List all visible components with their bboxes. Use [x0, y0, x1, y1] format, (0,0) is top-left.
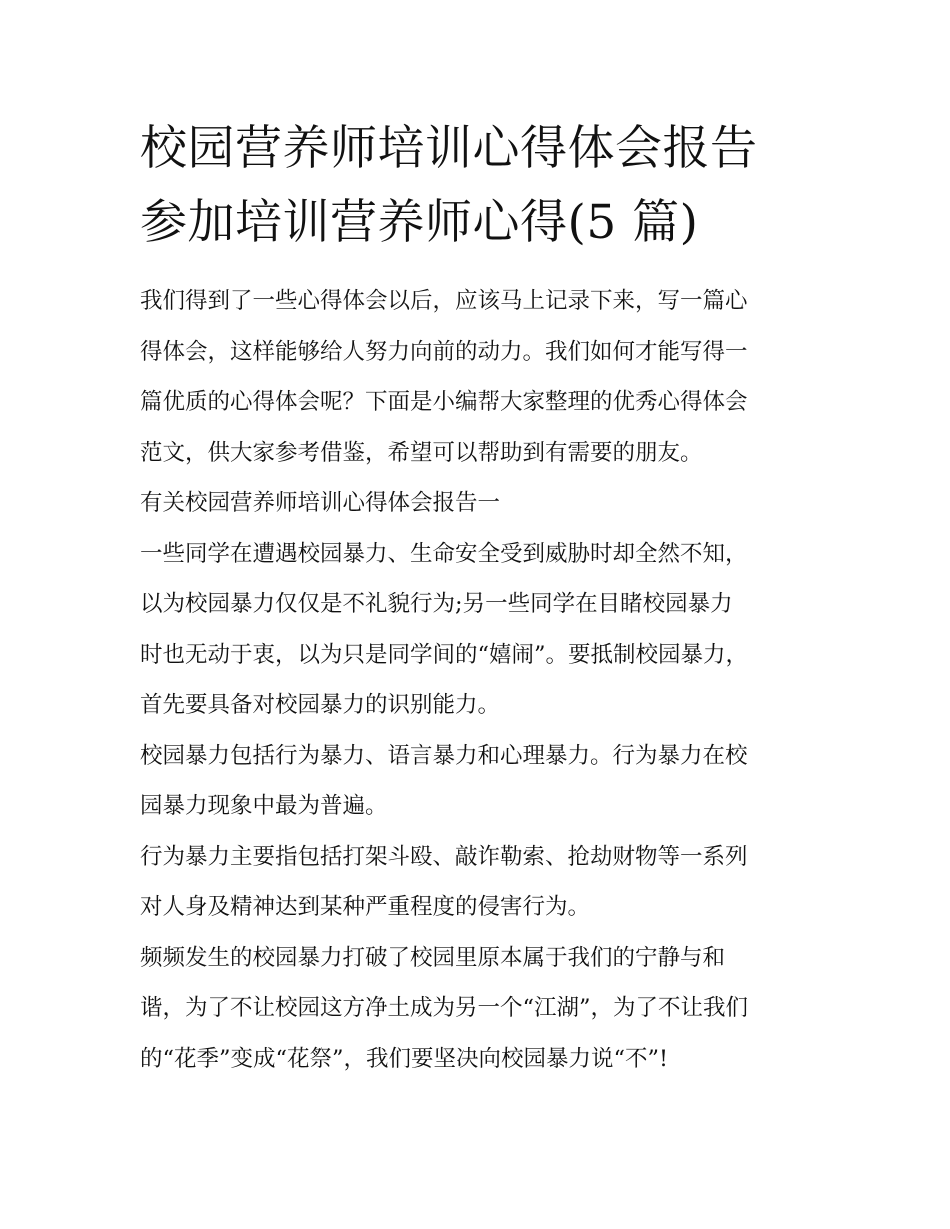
body-paragraph: [140, 832, 820, 933]
text-line: 对人身及精神达到某种严重程度的侵害行为。: [140, 894, 591, 920]
text-line: 行为暴力主要指包括打架斗殴、敲诈勒索、抢劫财物等一系列: [140, 843, 748, 870]
text-line: 范文，供大家参考借鉴，希望可以帮助到有需要的朋友。: [140, 439, 703, 466]
text-line: 篇优质的心得体会呢？下面是小编帮大家整理的优秀心得体会: [140, 389, 748, 415]
text-line: 的“花季”变成“花祭”，我们要坚决向校园暴力说“不”!: [140, 1045, 669, 1072]
text-line: 首先要具备对校园暴力的识别能力。: [140, 692, 501, 718]
title-line: 参加培训营养师心得(5 篇): [140, 195, 699, 250]
document-body: [140, 276, 820, 1084]
section-heading: [140, 478, 820, 529]
text-line: 时也无动于衷，以为只是同学间的“嬉闹”。要抵制校园暴力，: [140, 641, 749, 668]
intro-paragraph: [140, 276, 820, 478]
text-line: 我们得到了一些心得体会以后，应该马上记录下来，写一篇心: [140, 288, 748, 314]
text-line: 校园暴力包括行为暴力、语言暴力和心理暴力。行为暴力在校: [140, 742, 748, 769]
text-line: 谐，为了不让校园这方净土成为另一个“江湖”，为了不让我们: [140, 995, 749, 1021]
text-line: 一些同学在遭遇校园暴力、生命安全受到威胁时却全然不知，: [140, 540, 748, 567]
body-paragraph: [140, 529, 820, 731]
document-title: [140, 112, 830, 260]
text-line: 园暴力现象中最为普遍。: [140, 793, 388, 819]
title-line: 校园营养师培训心得体会报告: [140, 121, 758, 176]
body-paragraph: [140, 933, 820, 1085]
text-line: 以为校园暴力仅仅是不礼貌行为;另一些同学在目睹校园暴力: [140, 591, 733, 617]
text-line: 频频发生的校园暴力打破了校园里原本属于我们的宁静与和: [140, 944, 726, 971]
text-line: 得体会，这样能够给人努力向前的动力。我们如何才能写得一: [140, 338, 748, 365]
text-line: 有关校园营养师培训心得体会报告一: [140, 490, 501, 516]
body-paragraph: [140, 731, 820, 832]
